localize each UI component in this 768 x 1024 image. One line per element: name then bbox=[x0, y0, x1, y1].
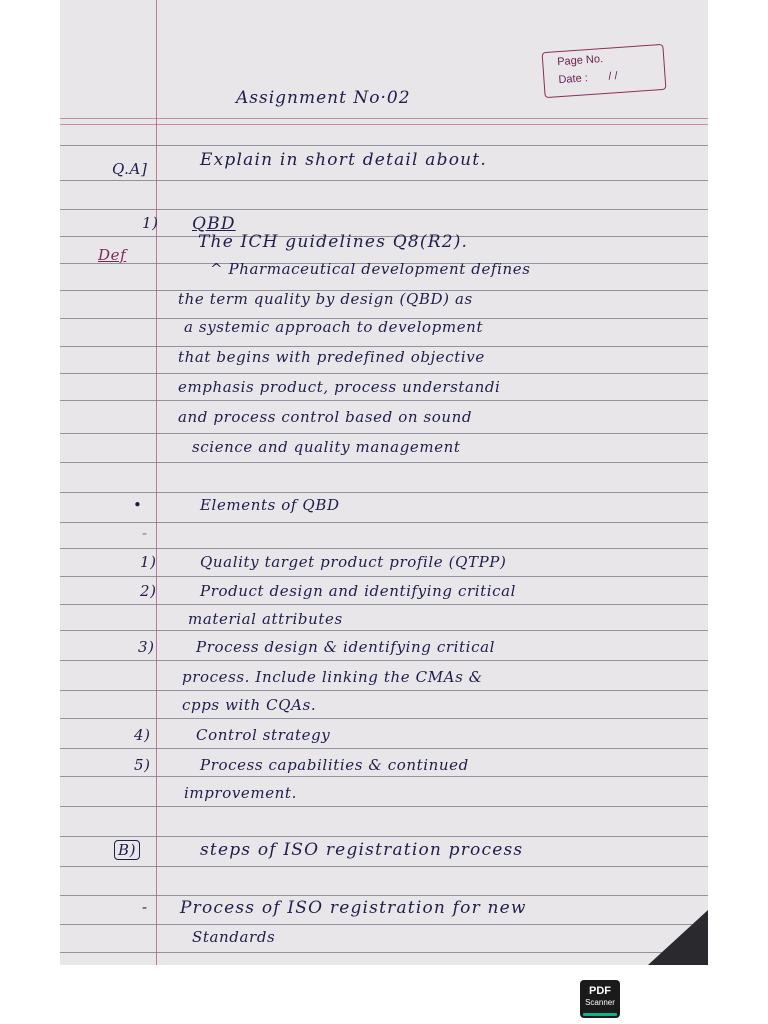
qbd-number: 1) bbox=[142, 214, 159, 232]
element-number: 2) bbox=[140, 582, 157, 600]
elements-heading: Elements of QBD bbox=[200, 496, 340, 514]
page-date-box bbox=[542, 44, 667, 98]
element-line: process. Include linking the CMAs & bbox=[182, 668, 483, 686]
definition-line: science and quality management bbox=[192, 438, 461, 456]
element-line: Process capabilities & continued bbox=[200, 756, 469, 774]
element-number: 1) bbox=[140, 553, 157, 571]
ruled-line bbox=[60, 776, 708, 777]
element-number: 3) bbox=[138, 638, 155, 656]
ruled-line bbox=[60, 806, 708, 807]
header-rule bbox=[60, 118, 708, 119]
pdf-scanner-logo-line1: PDF bbox=[589, 985, 611, 997]
ruled-line bbox=[60, 548, 708, 549]
question-b-prompt: steps of ISO registration process bbox=[200, 840, 524, 860]
ruled-line bbox=[60, 660, 708, 661]
page-no-label: Page No. bbox=[556, 53, 604, 69]
ruled-line bbox=[60, 690, 708, 691]
element-line: improvement. bbox=[184, 784, 297, 802]
pdf-scanner-logo bbox=[580, 980, 620, 1018]
definition-line: emphasis product, process understandi bbox=[178, 378, 501, 396]
elements-bullet: • bbox=[133, 496, 143, 514]
ruled-line bbox=[60, 866, 708, 867]
date-label: Date : bbox=[558, 72, 589, 87]
element-line: Product design and identifying critical bbox=[200, 582, 517, 600]
ruled-line bbox=[60, 748, 708, 749]
margin-line bbox=[156, 0, 157, 965]
ruled-line bbox=[60, 180, 708, 181]
element-number: 5) bbox=[134, 756, 151, 774]
element-number: 4) bbox=[134, 726, 151, 744]
definition-line: that begins with predefined objective bbox=[178, 348, 485, 366]
definition-line: The ICH guidelines Q8(R2). bbox=[198, 232, 469, 252]
ruled-line bbox=[60, 492, 708, 493]
pdf-scanner-logo-bar bbox=[583, 1013, 617, 1016]
definition-line: ^ Pharmaceutical development defines bbox=[210, 260, 531, 278]
ruled-line bbox=[60, 952, 708, 953]
assignment-title: Assignment No·02 bbox=[236, 88, 411, 108]
ruled-line bbox=[60, 373, 708, 374]
definition-line: a systemic approach to development bbox=[184, 318, 484, 336]
iso-process-line: Standards bbox=[192, 928, 276, 946]
ruled-line bbox=[60, 718, 708, 719]
element-line: Process design & identifying critical bbox=[196, 638, 496, 656]
ruled-line bbox=[60, 346, 708, 347]
ruled-line bbox=[60, 433, 708, 434]
qbd-heading: QBD bbox=[192, 214, 236, 234]
question-a-prompt: Explain in short detail about. bbox=[200, 150, 487, 170]
definition-line: and process control based on sound bbox=[178, 408, 473, 426]
definition-line: the term quality by design (QBD) as bbox=[178, 290, 473, 308]
iso-dash: - bbox=[142, 898, 148, 916]
definition-label: Def bbox=[98, 246, 127, 264]
ruled-line bbox=[60, 209, 708, 210]
ruled-line bbox=[60, 400, 708, 401]
element-line: cpps with CQAs. bbox=[182, 696, 317, 714]
elements-dash: - bbox=[142, 524, 148, 542]
ruled-line bbox=[60, 576, 708, 577]
notebook-page bbox=[60, 0, 708, 965]
page-corner-shadow bbox=[648, 910, 708, 965]
element-line: Control strategy bbox=[196, 726, 331, 744]
ruled-line bbox=[60, 630, 708, 631]
element-line: Quality target product profile (QTPP) bbox=[200, 553, 507, 571]
pdf-scanner-logo-line2: Scanner bbox=[585, 998, 615, 1007]
date-value: / / bbox=[607, 70, 618, 83]
ruled-line bbox=[60, 145, 708, 146]
ruled-line bbox=[60, 836, 708, 837]
ruled-line bbox=[60, 462, 708, 463]
header-rule bbox=[60, 124, 708, 125]
element-line: material attributes bbox=[188, 610, 343, 628]
ruled-line bbox=[60, 924, 708, 925]
question-b-marker: B) bbox=[114, 840, 140, 860]
ruled-line bbox=[60, 604, 708, 605]
ruled-line bbox=[60, 895, 708, 896]
question-a-marker: Q.A] bbox=[112, 160, 148, 178]
iso-process-line: Process of ISO registration for new bbox=[180, 898, 527, 918]
ruled-line bbox=[60, 522, 708, 523]
